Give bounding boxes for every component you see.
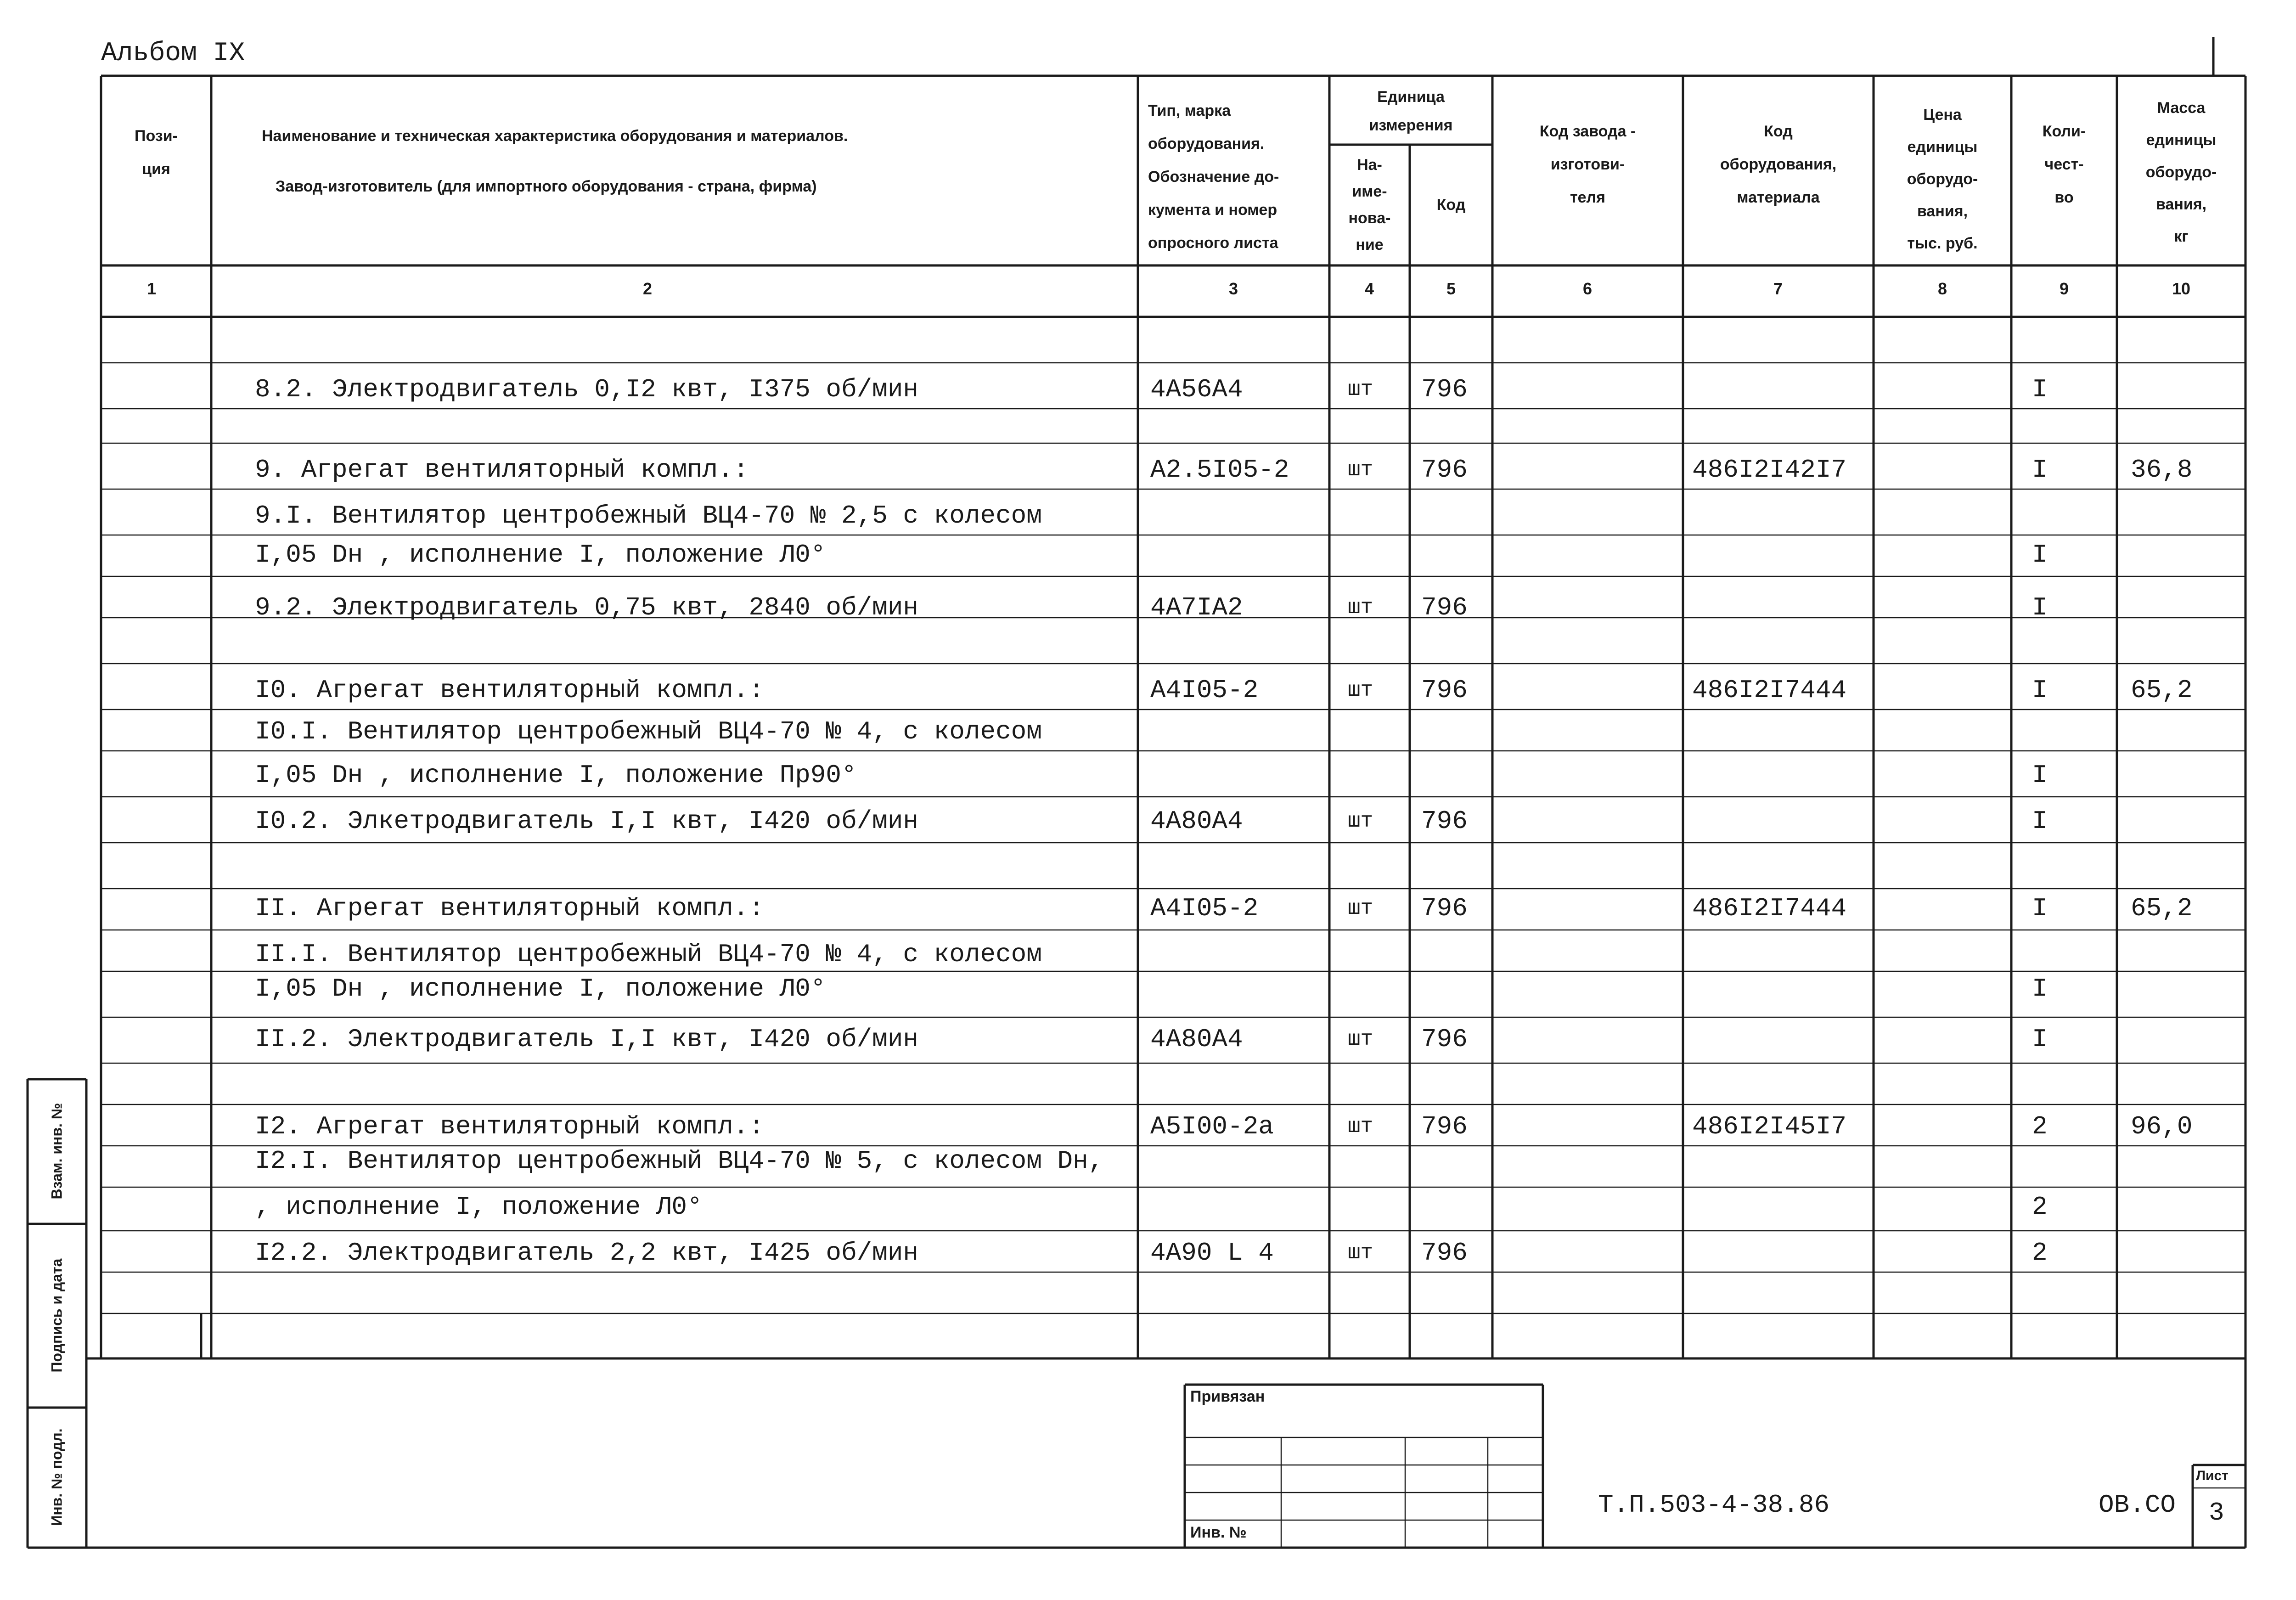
stamp-mark: ОВ.СО [2099, 1490, 2176, 1520]
header-unit-mass: Масса единицы оборудо- вания, кг [2145, 99, 2217, 245]
stamp-attached-label: Привязан [1190, 1388, 1265, 1405]
header-position: Пози- ция [135, 127, 178, 178]
row-name: I0. Агрегат вентиляторный компл.: [255, 676, 764, 705]
row-quantity: I [2032, 676, 2048, 705]
row-type: 4А90 L 4 [1150, 1238, 1274, 1268]
row-name: I,05 Dн , исполнение I, положение Пр90° [255, 761, 857, 790]
row-mass: 65,2 [2131, 676, 2193, 705]
column-number-7: 7 [1773, 279, 1783, 298]
row-quantity: 2 [2032, 1112, 2048, 1141]
row-quantity: I [2032, 1025, 2048, 1054]
column-number-5: 5 [1446, 279, 1456, 298]
column-number-4: 4 [1364, 279, 1374, 298]
column-number-6: 6 [1582, 279, 1593, 298]
row-name: I,05 Dн , исполнение I, положение Л0° [255, 540, 826, 569]
row-name: II.2. Электродвигатель I,I квт, I420 об/мин [255, 1025, 919, 1054]
row-quantity: 2 [2032, 1192, 2048, 1222]
row-type: 4А80А4 [1150, 806, 1243, 836]
row-name: I0.I. Вентилятор центробежный ВЦ4-70 № 4, с колесом [255, 717, 1042, 746]
row-quantity: I [2032, 974, 2048, 1003]
row-unit: шт [1348, 1027, 1373, 1051]
row-name: 9. Агрегат вентиляторный компл.: [255, 455, 749, 485]
row-name: II.I. Вентилятор центробежный ВЦ4-70 № 4, с колесом [255, 940, 1042, 969]
row-unit: шт [1348, 458, 1373, 482]
stamp-inv-label: Инв. № [1190, 1524, 1247, 1541]
row-code: 796 [1421, 1238, 1468, 1268]
row-quantity: I [2032, 375, 2048, 404]
album-title: Альбом IX [101, 39, 245, 68]
header-equipment-code: Код оборудования, материала [1720, 123, 1837, 206]
row-code: 796 [1421, 455, 1468, 485]
column-number-1: 1 [146, 279, 157, 298]
row-type: 4А7IА2 [1150, 593, 1243, 622]
column-number-9: 9 [2059, 279, 2069, 298]
row-equipment-code: 486I2I7444 [1692, 676, 1847, 705]
row-mass: 96,0 [2131, 1112, 2193, 1141]
header-quantity: Коли- чест- во [2042, 123, 2086, 206]
row-unit: шт [1348, 596, 1373, 620]
row-name: I2. Агрегат вентиляторный компл.: [255, 1112, 764, 1141]
row-type: А5I00-2а [1150, 1112, 1274, 1141]
row-code: 796 [1421, 676, 1468, 705]
side-label-original-inv: Инв. № подл. [48, 1428, 65, 1526]
row-name: I2.I. Вентилятор центробежный ВЦ4-70 № 5, с колесом Dн, [255, 1146, 1104, 1176]
header-unit-group: Единица измерения [1369, 88, 1453, 134]
row-unit: шт [1348, 678, 1373, 702]
row-code: 796 [1421, 894, 1468, 923]
row-unit: шт [1348, 896, 1373, 920]
row-quantity: I [2032, 593, 2048, 622]
header-manufacturer-code: Код завода - изготови- теля [1539, 123, 1636, 206]
row-code: 796 [1421, 1025, 1468, 1054]
row-type: 4А56А4 [1150, 375, 1243, 404]
header-type: Тип, марка оборудования. Обозначение до- кумента и номер опросного листа [1148, 102, 1279, 252]
column-number-10: 10 [2172, 279, 2191, 298]
row-mass: 65,2 [2131, 894, 2193, 923]
row-name: II. Агрегат вентиляторный компл.: [255, 894, 764, 923]
row-name: I,05 Dн , исполнение I, положение Л0° [255, 974, 826, 1003]
stamp-sheet-number: 3 [2209, 1498, 2224, 1527]
column-number-3: 3 [1228, 279, 1238, 298]
row-quantity: I [2032, 894, 2048, 923]
column-number-8: 8 [1937, 279, 1947, 298]
header-name-line1: Наименование и техническая характеристика оборудования и материалов. [262, 127, 848, 145]
row-unit: шт [1348, 809, 1373, 833]
row-quantity: I [2032, 761, 2048, 790]
row-type: А4I05-2 [1150, 676, 1259, 705]
row-quantity: 2 [2032, 1238, 2048, 1268]
stamp-document-code: Т.П.503-4-38.86 [1598, 1490, 1830, 1520]
row-mass: 36,8 [2131, 455, 2193, 485]
row-name: 9.2. Электродвигатель 0,75 квт, 2840 об/мин [255, 593, 919, 622]
row-name: I2.2. Электродвигатель 2,2 квт, I425 об/мин [255, 1238, 919, 1268]
column-number-2: 2 [642, 279, 653, 298]
row-quantity: I [2032, 806, 2048, 836]
row-type: А4I05-2 [1150, 894, 1259, 923]
row-code: 796 [1421, 1112, 1468, 1141]
row-unit: шт [1348, 1115, 1373, 1138]
row-equipment-code: 486I2I42I7 [1692, 455, 1847, 485]
row-equipment-code: 486I2I45I7 [1692, 1112, 1847, 1141]
row-quantity: I [2032, 455, 2048, 485]
row-quantity: I [2032, 540, 2048, 569]
row-type: А2.5I05-2 [1150, 455, 1289, 485]
row-name: , исполнение I, положение Л0° [255, 1192, 703, 1222]
row-code: 796 [1421, 806, 1468, 836]
row-code: 796 [1421, 593, 1468, 622]
row-name: 9.I. Вентилятор центробежный ВЦ4-70 № 2,5 с колесом [255, 501, 1042, 530]
row-unit: шт [1348, 1241, 1373, 1265]
header-unit-code: Код [1436, 196, 1466, 214]
header-name-line2: Завод-изготовитель (для импортного оборудования - страна, фирма) [276, 178, 817, 195]
row-type: 4А80А4 [1150, 1025, 1243, 1054]
side-label-replaced-inv: Взам. инв. № [48, 1103, 65, 1200]
side-label-signature-date: Подпись и дата [48, 1258, 65, 1373]
row-name: I0.2. Элкетродвигатель I,I квт, I420 об/мин [255, 806, 919, 836]
row-code: 796 [1421, 375, 1468, 404]
row-unit: шт [1348, 377, 1373, 401]
header-unit-name: На- име- нова- ние [1348, 156, 1391, 254]
row-equipment-code: 486I2I7444 [1692, 894, 1847, 923]
stamp-sheet-label: Лист [2196, 1468, 2228, 1483]
header-unit-price: Цена единицы оборудо- вания, тыс. руб. [1907, 106, 1978, 252]
row-name: 8.2. Электродвигатель 0,I2 квт, I375 об/мин [255, 375, 919, 404]
